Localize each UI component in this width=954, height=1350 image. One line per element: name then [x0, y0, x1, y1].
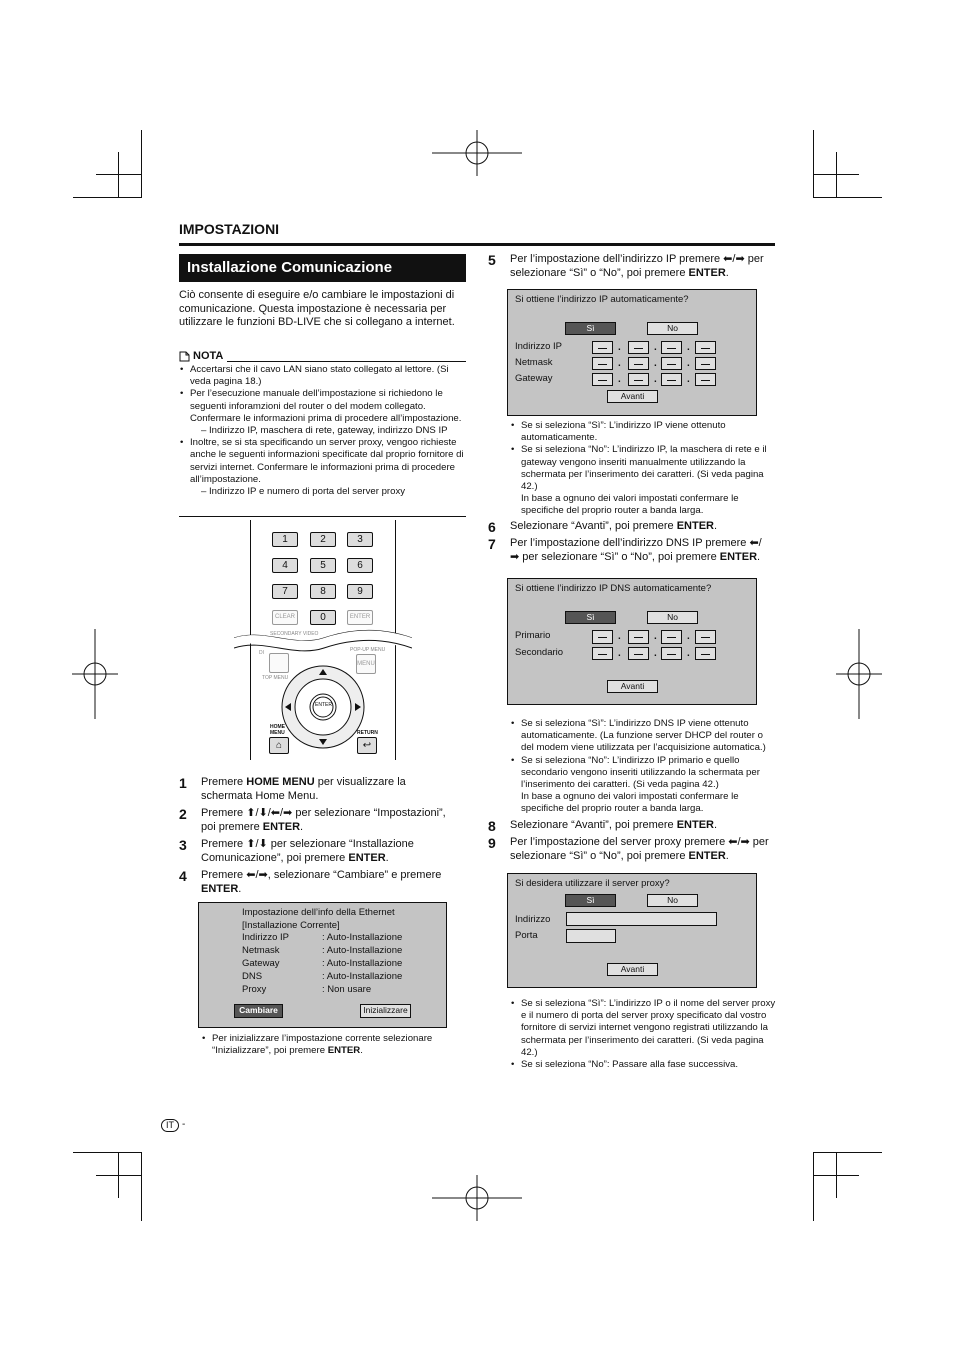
list-item: • Se si seleziona “Sì”: L’indirizzo DNS IP viene ottenuto automaticamente. (La funzione server DHCP del router o del modem viene utilizzata per l’acquisizione automatica.)	[510, 718, 776, 755]
step-1: 1 Premere HOME MENU per visualizzare la schermata Home Menu.	[179, 775, 406, 802]
section-label: IMPOSTAZIONI	[179, 221, 280, 237]
remote-menu-key: MENU	[356, 654, 376, 674]
list-item: • Se si seleziona “No”: L’indirizzo IP, la maschera di rete e il gateway vengono inseriti manualmente utilizzando la schermata per l’inserimento dei caratteri. (Si veda pagina 42.) In base a ognuno dei valori impostati confermare le specifiche del proprio router a banda larga.	[510, 444, 776, 517]
gateway-octet-field[interactable]	[592, 373, 613, 386]
table-row: Indirizzo IP : Auto-Installazione	[242, 932, 403, 943]
yes-button[interactable]: Sì	[565, 611, 616, 624]
primary-dns-octet-field[interactable]	[695, 630, 716, 644]
screen-question: Si desidera utilizzare il server proxy?	[515, 878, 670, 889]
crop-mark	[813, 130, 814, 198]
crop-mark	[813, 174, 859, 175]
crop-mark	[73, 197, 142, 198]
crop-mark	[813, 1152, 882, 1153]
remote-key-5: 5	[310, 558, 336, 573]
remote-illustration	[250, 520, 396, 760]
remote-key-4: 4	[272, 558, 298, 573]
registration-mark	[432, 130, 522, 176]
crop-mark	[96, 174, 142, 175]
crop-mark	[73, 1152, 142, 1153]
secondary-dns-octet-field[interactable]	[592, 647, 613, 660]
step-9: 9 Per l’impostazione del server proxy premere ⬅/➡ per selezionare “Sì” o “No”, poi premere ENTER.	[488, 835, 769, 862]
netmask-octet-field[interactable]	[661, 357, 682, 370]
yes-button[interactable]: Sì	[565, 322, 616, 335]
yes-button[interactable]: Sì	[565, 894, 616, 907]
top-menu-label: TOP MENU	[262, 675, 289, 681]
step-8: 8 Selezionare “Avanti”, poi premere ENTER.	[488, 818, 718, 834]
screen-title: Impostazione dell’info della Ethernet	[242, 907, 395, 918]
netmask-octet-field[interactable]	[695, 357, 716, 370]
crop-mark	[141, 130, 142, 198]
screen-question: Si ottiene l’indirizzo IP DNS automaticamente?	[515, 583, 712, 594]
enter-label: ENTER	[315, 702, 332, 708]
remote-key-1: 1	[272, 532, 298, 547]
primary-dns-octet-field[interactable]	[661, 630, 682, 644]
language-badge: IT	[161, 1119, 179, 1132]
display-label: DI	[259, 650, 264, 656]
secondary-dns-octet-field[interactable]	[628, 647, 649, 660]
crop-mark	[96, 1175, 142, 1176]
note-list	[179, 364, 466, 498]
remote-key-9: 9	[347, 584, 373, 599]
proxy-port-field[interactable]	[566, 929, 616, 943]
ip-setup-screen: Si ottiene l’indirizzo IP automaticamente? Sì No Indirizzo IP Netmask Gateway . . . . . . . . . Avanti	[507, 289, 757, 416]
crop-mark	[141, 1152, 142, 1221]
registration-mark	[432, 1175, 522, 1221]
table-row: DNS : Auto-Installazione	[242, 971, 403, 982]
gateway-octet-field[interactable]	[695, 373, 716, 386]
proxy-address-label: Indirizzo	[515, 914, 551, 925]
step-5: 5 Per l’impostazione dell’indirizzo IP premere ⬅/➡ per selezionare “Sì” o “No”, poi premere ENTER.	[488, 252, 764, 279]
primary-dns-octet-field[interactable]	[592, 630, 613, 644]
steps-left	[179, 776, 469, 896]
proxy-setup-screen	[507, 873, 757, 988]
no-button[interactable]: No	[647, 611, 698, 624]
initialize-button[interactable]: Inizializzare	[360, 1004, 411, 1018]
home-icon: ⌂	[269, 737, 289, 754]
list-item: • Se si seleziona “Sì”: L’indirizzo IP viene ottenuto automaticamente.	[510, 420, 776, 444]
popup-menu-label: POP-UP MENU	[350, 647, 386, 653]
registration-mark	[72, 629, 118, 719]
table-row: Netmask : Auto-Installazione	[242, 945, 403, 956]
home-menu-label: HOME MENU	[270, 724, 285, 737]
secondary-dns-octet-field[interactable]	[661, 647, 682, 660]
dns-notes	[510, 718, 776, 816]
gateway-label: Gateway	[515, 373, 553, 384]
page-title: Installazione Comunicazione	[179, 254, 466, 282]
divider	[179, 516, 466, 517]
remote-key-3: 3	[347, 532, 373, 547]
ip-label: Indirizzo IP	[515, 341, 562, 352]
change-button[interactable]: Cambiare	[234, 1004, 283, 1018]
no-button[interactable]: No	[647, 894, 698, 907]
remote-key-8: 8	[310, 584, 336, 599]
list-item: • Accertarsi che il cavo LAN siano stato collegato al lettore. (Si veda pagina 18.)	[179, 364, 466, 388]
ip-octet-field[interactable]	[695, 341, 716, 354]
gateway-octet-field[interactable]	[661, 373, 682, 386]
remote-key-2: 2	[310, 532, 336, 547]
ethernet-rows	[242, 932, 442, 997]
proxy-port-label: Porta	[515, 930, 538, 941]
ip-octet-field[interactable]	[661, 341, 682, 354]
ip-octet-field[interactable]	[628, 341, 649, 354]
next-button[interactable]: Avanti	[607, 680, 658, 693]
proxy-notes	[510, 998, 776, 1071]
dns-setup-screen: Si ottiene l’indirizzo IP DNS automaticamente? Sì No Primario Secondario . . . . . . Avanti	[507, 578, 757, 705]
note-heading	[179, 350, 466, 362]
ip-notes	[510, 420, 776, 518]
crop-mark	[813, 1175, 859, 1176]
remote-key-6: 6	[347, 558, 373, 573]
registration-mark	[836, 629, 882, 719]
next-button[interactable]: Avanti	[607, 963, 658, 976]
gateway-octet-field[interactable]	[628, 373, 649, 386]
secondary-dns-label: Secondario	[515, 647, 564, 658]
proxy-address-field[interactable]	[566, 912, 717, 926]
remote-key-0: 0	[310, 610, 336, 625]
table-row: Gateway : Auto-Installazione	[242, 958, 403, 969]
list-item: • Se si seleziona “Sì”: L’indirizzo IP o il nome del server proxy e il numero di porta del server proxy specificato dal vostro fornitore di servizi internet vengono registrati utilizzando la schermata per l’inserimento dei caratteri. (Si veda pagina 42.)	[510, 998, 776, 1059]
remote-key-enter: ENTER	[347, 610, 373, 625]
secondary-dns-octet-field[interactable]	[695, 647, 716, 660]
next-button[interactable]: Avanti	[607, 390, 658, 403]
list-item: • Per l’esecuzione manuale dell’impostazione si richiedono le seguenti inforamzioni del router o del modem collegato. Confermare le informazioni prima di procedere all’impostazione. – Indirizzo IP, maschera di rete, gateway, indirizzo DNS IP	[179, 388, 466, 437]
note-icon	[179, 351, 190, 362]
primary-dns-label: Primario	[515, 630, 551, 641]
header-rule	[179, 243, 775, 246]
remote-key-clear: CLEAR	[272, 610, 298, 625]
step-2: 2 Premere ⬆/⬇/⬅/➡ per selezionare “Impostazioni”, poi premere ENTER.	[179, 806, 446, 833]
step-3: 3 Premere ⬆/⬇ per selezionare “Installazione Comunicazione”, poi premere ENTER.	[179, 837, 414, 864]
crop-mark	[813, 197, 882, 198]
page-number: -	[182, 1119, 186, 1130]
crop-mark	[836, 152, 837, 198]
list-item: • Se si seleziona “No”: Passare alla fase successiva.	[510, 1059, 776, 1071]
no-button[interactable]: No	[647, 322, 698, 335]
screen-question: Si ottiene l’indirizzo IP automaticamente?	[515, 294, 689, 305]
netmask-label: Netmask	[515, 357, 553, 368]
note-label: NOTA	[193, 350, 224, 362]
secondary-video-label: SECONDARY VIDEO	[270, 631, 319, 637]
step-6: 6 Selezionare “Avanti”, poi premere ENTER.	[488, 519, 718, 535]
step-4: 4 Premere ⬅/➡, selezionare “Cambiare” e premere ENTER.	[179, 868, 442, 895]
list-item: • Se si seleziona “No”: L’indirizzo IP primario e quello secondario vengono inseriti utilizzando la schermata per l’inserimento dei caratteri. (Si veda pagina 42.) In base a ognuno dei valori impostati confermare le specifiche del proprio router a banda larga.	[510, 755, 776, 816]
ip-octet-field[interactable]	[592, 341, 613, 354]
list-item: • Inoltre, se si sta specificando un server proxy, vengoo richieste anche le seguenti informazioni specificate dal proprio fornitore di servizi internet. Confermare le informazioni prima di procedere all’impostazione. – Indirizzo IP e numero di porta del server proxy	[179, 437, 466, 498]
crop-mark	[813, 1152, 814, 1221]
ethernet-info-screen	[198, 902, 447, 1028]
step-7: 7 Per l’impostazione dell’indirizzo DNS IP premere ⬅/ ➡ per selezionare “Sì” o “No”, poi premere ENTER.	[488, 536, 762, 563]
remote-key-7: 7	[272, 584, 298, 599]
netmask-octet-field[interactable]	[592, 357, 613, 370]
primary-dns-octet-field[interactable]	[628, 630, 649, 644]
return-label: RETURN	[357, 730, 378, 736]
crop-mark	[118, 152, 119, 198]
table-row: Proxy : Non usare	[242, 984, 372, 995]
screen-subtitle: [Installazione Corrente]	[242, 920, 340, 931]
return-icon: ↩	[357, 737, 377, 754]
init-note	[201, 1033, 453, 1057]
intro-text: Ciò consente di eseguire e/o cambiare le impostazioni di comunicazione. Questa impostazione è necessaria per utilizzare le funzioni BD-LIVE che si collegano a internet.	[179, 289, 455, 328]
netmask-octet-field[interactable]	[628, 357, 649, 370]
list-item: • Per inizializzare l’impostazione corrente selezionare “Inizializzare”, poi premere ENTER.	[201, 1033, 453, 1057]
